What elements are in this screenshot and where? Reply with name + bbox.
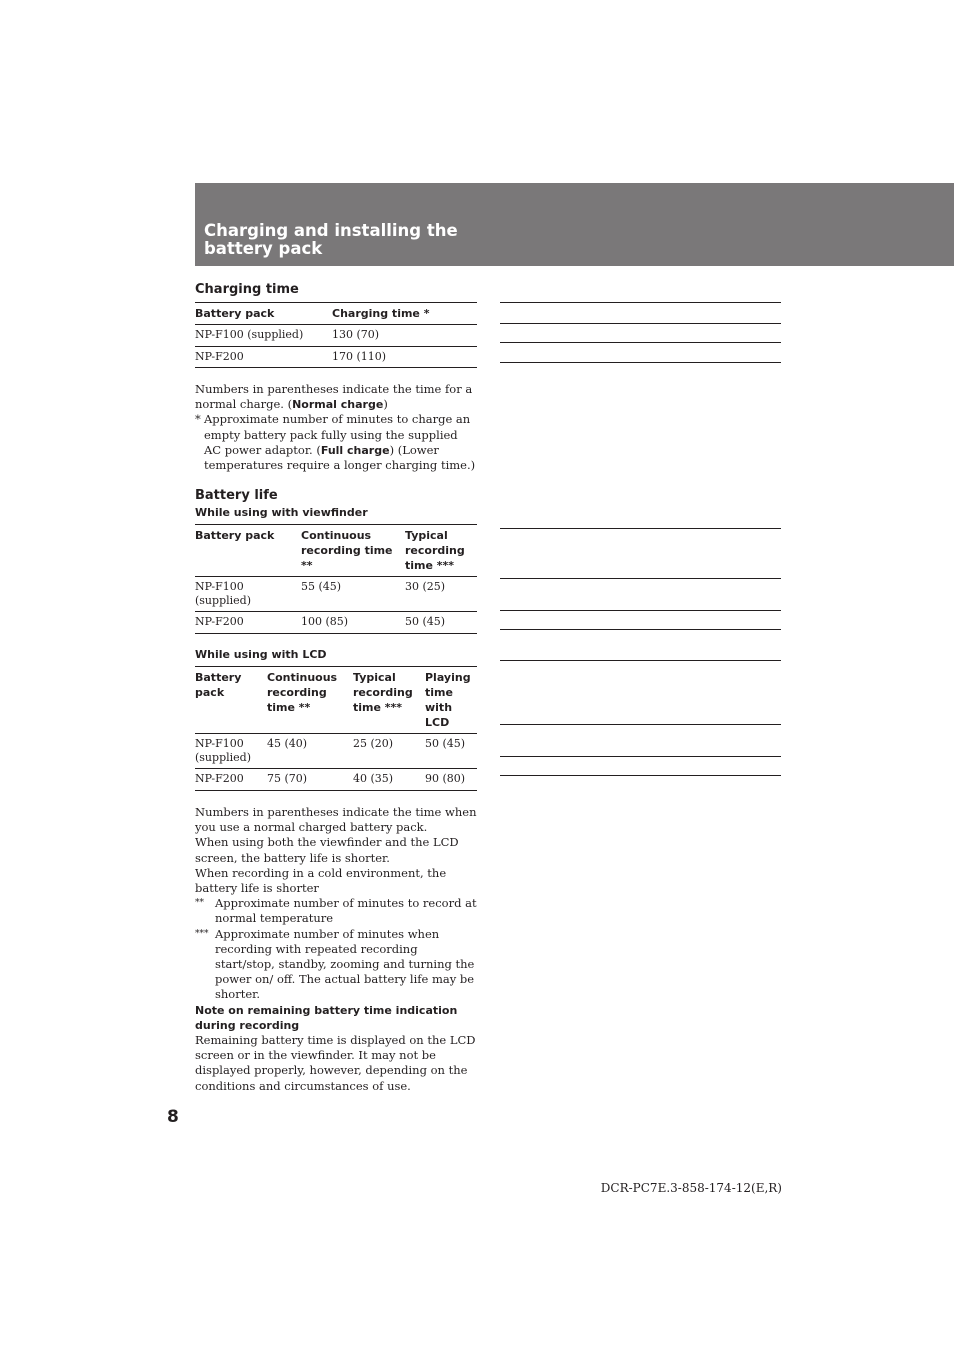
divider [500, 610, 781, 611]
remaining-time-note [195, 1003, 477, 1094]
column-header: Continuous recording time ** [301, 529, 393, 572]
charging-time-section [195, 282, 477, 368]
footnote-mark: * [195, 412, 201, 427]
footnote-mark: *** [195, 928, 209, 939]
column-header: Playing time with LCD [425, 671, 471, 729]
divider [500, 323, 781, 324]
charging-time-notes [195, 382, 477, 473]
page-title [204, 222, 504, 258]
divider [500, 362, 781, 363]
footnote [195, 896, 477, 926]
table-cell: 55 (45) [301, 580, 342, 593]
table-cell: NP-F200 [195, 349, 244, 363]
table-cell: 90 (80) [425, 772, 466, 785]
lcd-table [195, 666, 477, 791]
column-header: Battery pack [195, 307, 275, 320]
divider [500, 660, 781, 661]
table-row [195, 325, 477, 347]
table-cell: 130 (70) [332, 328, 380, 341]
battery-life-notes [195, 805, 477, 1003]
document-code: DCR-PC7E.3-858-174-12(E,R) [600, 1181, 782, 1195]
charging-time-heading: Charging time [195, 282, 299, 297]
footnote-text: Approximate number of minutes to record at normal temperature [215, 896, 477, 926]
table-cell: 100 (85) [301, 615, 349, 628]
table-cell: 170 (110) [332, 349, 387, 363]
footnote [195, 927, 477, 1003]
remaining-time-heading: Note on remaining battery time indication during recording [195, 1004, 458, 1032]
remaining-time-text: Remaining battery time is displayed on the LCD screen or in the viewfinder. It may not be displayed properly, however, depending on the conditions and circumstances of use. [195, 1033, 476, 1093]
divider [500, 756, 781, 757]
battery-life-heading: Battery life [195, 488, 278, 503]
viewfinder-subheading: While using with viewfinder [195, 506, 368, 519]
divider [500, 302, 781, 303]
footnote-text-part: Approximate number of minutes to charge an empty battery pack fully using the supplied AC power adaptor. ( [204, 412, 471, 457]
table-header-row [195, 303, 477, 325]
table-cell: NP-F200 [195, 772, 244, 785]
column-header: Typical recording time *** [353, 671, 413, 714]
table-cell: NP-F100 (supplied) [195, 737, 251, 764]
table-cell: 40 (35) [353, 772, 394, 785]
column-header: Typical recording time *** [405, 529, 465, 572]
divider [500, 724, 781, 725]
table-cell: 30 (25) [405, 580, 446, 593]
divider [500, 342, 781, 343]
viewfinder-table [195, 524, 477, 634]
table-row [195, 577, 477, 612]
table-row [195, 346, 477, 368]
full-charge-footnote [195, 412, 477, 473]
footnote-text: Approximate number of minutes when recording with repeated recording start/stop, standby, zooming and turning the power on/ off. The actual battery life may be shorter. [215, 926, 475, 1002]
table-cell: NP-F100 (supplied) [195, 328, 304, 341]
table-cell: NP-F200 [195, 615, 244, 628]
table-cell: NP-F100 (supplied) [195, 580, 251, 607]
table-cell: 50 (45) [405, 615, 446, 628]
column-header: Battery pack [195, 529, 275, 542]
note-paragraph: Numbers in parentheses indicate the time when you use a normal charged battery pack. [195, 805, 477, 835]
footnote-text [204, 412, 477, 473]
page-number: 8 [167, 1107, 179, 1127]
table-header-row [195, 525, 477, 577]
table-cell: 45 (40) [267, 737, 308, 750]
note-paragraph: When using both the viewfinder and the LCD screen, the battery life is shorter. [195, 835, 459, 865]
lcd-section [195, 647, 477, 791]
divider [500, 775, 781, 776]
divider [500, 578, 781, 579]
column-header: Battery pack [195, 671, 242, 699]
table-row [195, 734, 477, 769]
table-row [195, 612, 477, 634]
battery-life-section [195, 488, 477, 634]
table-cell: 25 (20) [353, 737, 394, 750]
charging-time-table [195, 302, 477, 368]
note-text: Numbers in parentheses indicate the time for a normal charge. ( [195, 382, 473, 412]
note-text: ) [383, 397, 388, 412]
footnote-mark: ** [195, 898, 204, 909]
divider [500, 528, 781, 529]
divider [500, 629, 781, 630]
lcd-subheading: While using with LCD [195, 648, 327, 661]
footnote-text-part: ) (Lower temperatures require a longer charging time.) [204, 442, 476, 473]
table-cell: 75 (70) [267, 772, 308, 785]
footnote-bold-text: Full charge [320, 443, 390, 457]
column-header: Charging time * [332, 307, 430, 320]
page-title-line-1: Charging and installing the [204, 221, 458, 240]
table-row [195, 769, 477, 791]
normal-charge-note [195, 382, 477, 412]
note-paragraph: When recording in a cold environment, the battery life is shorter [195, 865, 447, 896]
page-title-line-2: battery pack [204, 239, 323, 258]
note-bold-text: Normal charge [292, 398, 384, 412]
table-cell: 50 (45) [425, 737, 466, 750]
column-header: Continuous recording time ** [267, 671, 338, 714]
table-header-row [195, 667, 477, 734]
